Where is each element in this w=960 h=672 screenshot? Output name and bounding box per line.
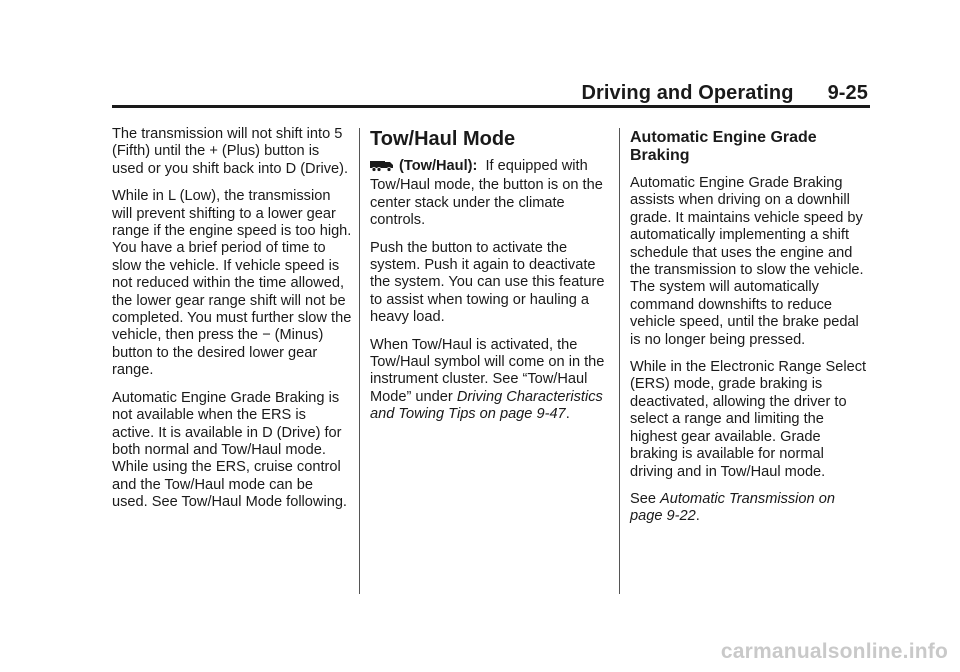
page-number: 9-25 (827, 82, 868, 104)
cross-reference-link[interactable]: Driving Characteristics and Towing Tips on page 9-47 (370, 388, 603, 423)
column-2 (370, 128, 610, 434)
paragraph (370, 158, 610, 230)
paragraph (630, 491, 870, 526)
paragraph-text: . (565, 406, 570, 423)
column-divider (619, 128, 620, 594)
paragraph-text: See (630, 490, 661, 507)
column-divider (359, 128, 360, 594)
paragraph: While in the Electronic Range Select (ERS) mode, grade braking is deactivated, allowing the driver to select a range and limiting the highest gear available. Grade braking is available for normal driving and in Tow/Haul mode. (630, 359, 867, 480)
paragraph-text: . (695, 508, 700, 525)
section-title: Driving and Operating (581, 82, 794, 104)
column-1 (112, 126, 352, 522)
paragraph: The transmission will not shift into 5 (Fifth) until the + (Plus) button is used or you shift back into D (Drive). (112, 126, 349, 177)
paragraph (370, 337, 610, 424)
paragraph-text: When Tow/Haul is activated, the Tow/Haul symbol will come on in the instrument cluster. See “Tow/Haul Mode” under (370, 336, 605, 405)
truck-trailer-icon (370, 158, 396, 177)
section-heading: Tow/Haul Mode (370, 128, 516, 150)
page-header (0, 82, 868, 105)
cross-reference-link[interactable]: Automatic Transmission on page 9-22 (630, 490, 835, 525)
paragraph-text: If equipped with Tow/Haul mode, the button is on the center stack under the climate controls. (370, 158, 603, 229)
watermark: carmanualsonline.info (720, 640, 948, 663)
header-rule (112, 105, 870, 108)
paragraph: Push the button to activate the system. Push it again to deactivate the system. You can use this feature to assist when towing or hauling a heavy load. (370, 239, 605, 326)
paragraph: Automatic Engine Grade Braking assists when driving on a downhill grade. It maintains vehicle speed by automatically implementing a shift schedule that uses the engine and the transmission to slow the vehicle. The system will automatically command downshifts to reduce vehicle speed, until the brake pedal is no longer being pressed. (630, 175, 864, 348)
button-label: (Tow/Haul): (399, 158, 478, 174)
section-heading: Automatic Engine Grade Braking (630, 129, 817, 164)
column-3 (630, 129, 870, 536)
paragraph: While in L (Low), the transmission will prevent shifting to a lower gear range if the engine speed is too high. You have a brief period of time to slow the vehicle. If vehicle speed is not reduced within the time allowed, the lower gear range shift will not be completed. You must further slow the vehicle, then press the − (Minus) button to the desired lower gear range. (112, 188, 352, 379)
paragraph: Automatic Engine Grade Braking is not available when the ERS is active. It is available in D (Drive) for both normal and Tow/Haul mode. While using the ERS, cruise control and the Tow/Haul mode can be used. See Tow/Haul Mode following. (112, 389, 347, 511)
